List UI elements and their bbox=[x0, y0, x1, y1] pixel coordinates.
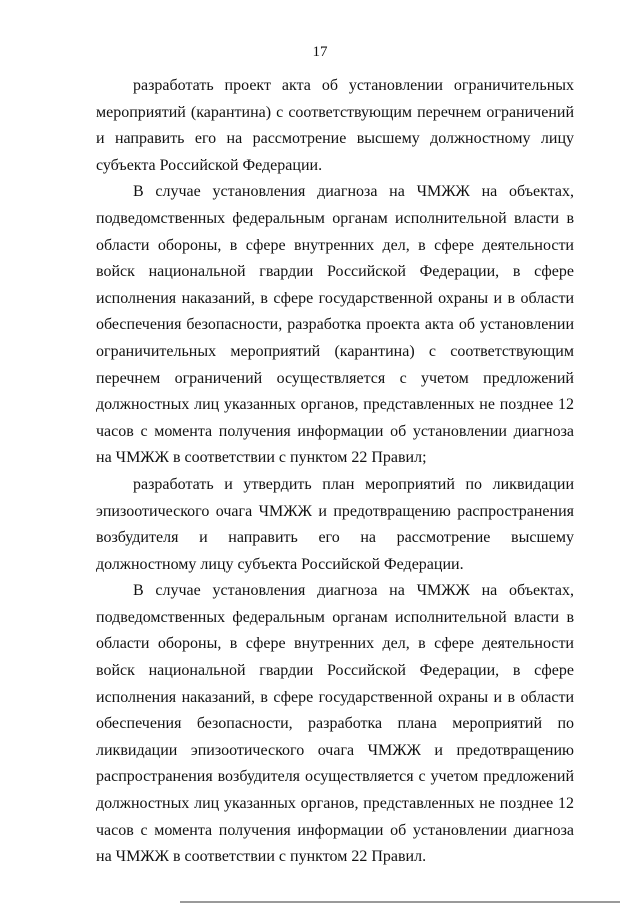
scan-edge-line bbox=[180, 901, 620, 903]
paragraph-liquidation-plan-federal-objects: В случае установления диагноза на ЧМЖЖ на объектах, подведомственных федеральным органам исполнительной власти в области обороны, в сфере внутренних дел, в сфере деятельности войск национальной гвардии Российской Федерации, в сфере исполнения наказаний, в сфере государственной охраны и в области обеспечения безопасности, разработка плана мероприятий по ликвидации эпизоотического очага ЧМЖЖ и предотвращению распространения возбудителя осуществляется с учетом предложений должностных лиц указанных органов, представленных не позднее 12 часов с момента получения информации об установлении диагноза на ЧМЖЖ в соответствии с пунктом 22 Правил. bbox=[96, 582, 574, 866]
page-number: 17 bbox=[312, 44, 328, 60]
paragraph-develop-quarantine-act: разработать проект акта об установлении ограничительных мероприятий (карантина) с соответствующим перечнем ограничений и направить его на рассмотрение высшему должностному лицу субъекта Российской Федерации. bbox=[96, 77, 574, 174]
paragraph-develop-liquidation-plan: разработать и утвердить план мероприятий по ликвидации эпизоотического очага ЧМЖЖ и предотвращению распространения возбудителя и направить его на рассмотрение высшему должностному лицу субъекта Российской Федерации. bbox=[96, 475, 574, 573]
document-body bbox=[96, 73, 574, 871]
paragraph-quarantine-act-federal-objects: В случае установления диагноза на ЧМЖЖ на объектах, подведомственных федеральным органам исполнительной власти в области обороны, в сфере внутренних дел, в сфере деятельности войск национальной гвардии Российской Федерации, в сфере исполнения наказаний, в сфере государственной охраны и в области обеспечения безопасности, разработка проекта акта об установлении ограничительных мероприятий (карантина) с соответствующим перечнем ограничений осуществляется с учетом предложений должностных лиц указанных органов, представленных не позднее 12 часов с момента получения информации об установлении диагноза на ЧМЖЖ в соответствии с пунктом 22 Правил; bbox=[96, 183, 574, 467]
